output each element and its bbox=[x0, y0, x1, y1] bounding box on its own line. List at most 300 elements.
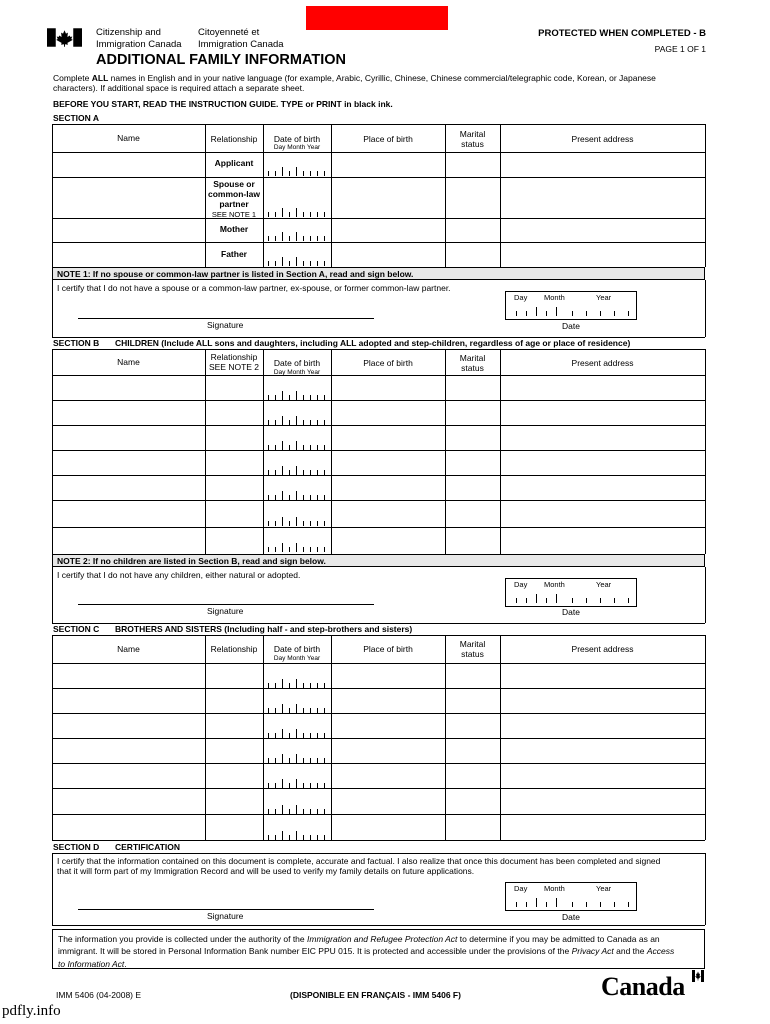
date-tick bbox=[572, 598, 573, 603]
dob-field-child-4[interactable] bbox=[268, 465, 326, 475]
dob-tick bbox=[296, 517, 297, 526]
dob-tick bbox=[282, 208, 283, 217]
dob-tick bbox=[282, 441, 283, 450]
date-day-label: Day bbox=[514, 580, 528, 589]
dob-tick bbox=[275, 261, 276, 266]
dob-tick bbox=[310, 809, 311, 814]
dob-tick bbox=[282, 416, 283, 425]
privacy-p1: The information you provide is collected under the authority of the bbox=[58, 934, 308, 944]
dob-tick bbox=[296, 704, 297, 713]
form-number: IMM 5406 (04-2008) E bbox=[56, 990, 142, 1000]
col-relationship-c: Relationship bbox=[210, 644, 258, 654]
dob-tick bbox=[289, 809, 290, 814]
dob-tick bbox=[296, 416, 297, 425]
dob-tick bbox=[310, 547, 311, 552]
dob-tick bbox=[275, 547, 276, 552]
dob-tick bbox=[310, 171, 311, 176]
dob-tick bbox=[268, 445, 269, 450]
dob-tick bbox=[303, 470, 304, 475]
dob-field-sibling-6[interactable] bbox=[268, 804, 326, 814]
col-address-c: Present address bbox=[571, 644, 634, 654]
dob-tick bbox=[317, 783, 318, 788]
col-marital-b-line1: Marital bbox=[459, 353, 486, 363]
dob-tick bbox=[289, 783, 290, 788]
col-dob-sub-c: Day Month Year bbox=[273, 655, 321, 662]
section-b-label: SECTION B bbox=[53, 338, 100, 348]
row-applicant: Applicant bbox=[214, 158, 254, 168]
intro-line1-post: names in English and in your native language (for example, Arabic, Cyrillic, Chinese, Chinese commercial/telegraphic code, Korean, or Japanese bbox=[108, 73, 656, 83]
dob-tick bbox=[282, 232, 283, 241]
col-dob-a: Date of birth bbox=[273, 134, 321, 144]
date-box-certification[interactable] bbox=[505, 882, 637, 911]
dob-tick bbox=[282, 679, 283, 688]
dob-tick bbox=[289, 420, 290, 425]
dob-tick bbox=[268, 835, 269, 840]
privacy-p2-act2: Access bbox=[646, 946, 675, 957]
date-tick bbox=[526, 598, 527, 603]
dob-tick bbox=[282, 729, 283, 738]
dob-tick bbox=[324, 758, 325, 763]
col-marital-a bbox=[445, 129, 500, 149]
dob-tick bbox=[296, 466, 297, 475]
date-box-note2[interactable] bbox=[505, 578, 637, 607]
dob-tick bbox=[303, 445, 304, 450]
dob-tick bbox=[296, 441, 297, 450]
dob-field-sibling-5[interactable] bbox=[268, 778, 326, 788]
dob-tick bbox=[268, 683, 269, 688]
signature-label: Signature bbox=[207, 606, 244, 616]
dob-tick bbox=[289, 171, 290, 176]
date-tick bbox=[556, 898, 557, 907]
signature-label: Signature bbox=[207, 320, 244, 330]
dob-tick bbox=[303, 261, 304, 266]
date-tick bbox=[516, 598, 517, 603]
dob-tick bbox=[310, 445, 311, 450]
dob-tick bbox=[296, 805, 297, 814]
dob-tick bbox=[317, 171, 318, 176]
dob-tick bbox=[268, 420, 269, 425]
dob-tick bbox=[268, 758, 269, 763]
dob-tick bbox=[275, 171, 276, 176]
col-dob-c: Date of birth bbox=[273, 644, 321, 654]
dob-tick bbox=[324, 495, 325, 500]
dob-tick bbox=[275, 783, 276, 788]
col-dob-b: Date of birth bbox=[273, 358, 321, 368]
dob-tick bbox=[268, 261, 269, 266]
section-c-label: SECTION C bbox=[53, 624, 100, 634]
dob-tick bbox=[289, 236, 290, 241]
dob-tick bbox=[296, 167, 297, 176]
dob-tick bbox=[268, 733, 269, 738]
row-mother: Mother bbox=[219, 224, 249, 234]
dob-tick bbox=[289, 733, 290, 738]
col-marital-a-line1: Marital bbox=[459, 129, 486, 139]
date-label: Date bbox=[562, 607, 580, 617]
col-marital-c bbox=[445, 639, 500, 659]
dob-tick bbox=[324, 733, 325, 738]
dob-field-sibling-7[interactable] bbox=[268, 830, 326, 840]
signature-line-note2[interactable] bbox=[78, 604, 374, 605]
dob-tick bbox=[317, 212, 318, 217]
dob-tick bbox=[310, 683, 311, 688]
dob-tick bbox=[289, 758, 290, 763]
date-tick bbox=[614, 311, 615, 316]
red-header-bar bbox=[306, 6, 448, 30]
dob-tick bbox=[296, 232, 297, 241]
note-2-text: NOTE 2: If no children are listed in Section B, read and sign below. bbox=[57, 556, 326, 566]
dob-tick bbox=[324, 212, 325, 217]
col-pob-c: Place of birth bbox=[363, 644, 413, 654]
intro-line1-bold: ALL bbox=[91, 73, 109, 83]
privacy-p3-act: to Information Act bbox=[58, 958, 125, 969]
dob-tick bbox=[282, 754, 283, 763]
dob-tick bbox=[303, 521, 304, 526]
dob-tick bbox=[289, 470, 290, 475]
instruction-line: BEFORE YOU START, READ THE INSTRUCTION GUIDE. TYPE or PRINT in black ink. bbox=[53, 99, 393, 109]
date-day-label: Day bbox=[514, 293, 528, 302]
dob-tick bbox=[275, 835, 276, 840]
col-name-a: Name bbox=[117, 133, 140, 143]
date-tick bbox=[556, 594, 557, 603]
dob-tick bbox=[324, 521, 325, 526]
department-en-line1: Citizenship and bbox=[96, 27, 161, 38]
dob-tick bbox=[275, 395, 276, 400]
dob-tick bbox=[275, 212, 276, 217]
date-tick bbox=[628, 902, 629, 907]
dob-tick bbox=[324, 783, 325, 788]
dob-tick bbox=[296, 208, 297, 217]
dob-tick bbox=[289, 547, 290, 552]
dob-tick bbox=[296, 754, 297, 763]
dob-field-child-3[interactable] bbox=[268, 440, 326, 450]
dob-tick bbox=[317, 835, 318, 840]
dob-tick bbox=[268, 236, 269, 241]
dob-tick bbox=[282, 391, 283, 400]
dob-tick bbox=[296, 543, 297, 552]
date-tick bbox=[526, 311, 527, 316]
dob-tick bbox=[303, 395, 304, 400]
dob-tick bbox=[303, 809, 304, 814]
date-year-label: Year bbox=[596, 580, 612, 589]
col-relationship-b bbox=[205, 352, 263, 372]
col-marital-c-line1: Marital bbox=[459, 639, 486, 649]
col-pob-a: Place of birth bbox=[363, 134, 413, 144]
col-marital-c-line2: status bbox=[461, 649, 484, 660]
dob-tick bbox=[282, 704, 283, 713]
dob-tick bbox=[275, 236, 276, 241]
dob-field-spouse[interactable] bbox=[268, 207, 326, 217]
dob-tick bbox=[275, 708, 276, 713]
dob-tick bbox=[324, 835, 325, 840]
dob-tick bbox=[324, 809, 325, 814]
dob-tick bbox=[275, 733, 276, 738]
dob-tick bbox=[310, 521, 311, 526]
dob-tick bbox=[275, 809, 276, 814]
dob-tick bbox=[296, 679, 297, 688]
dob-tick bbox=[268, 521, 269, 526]
dob-tick bbox=[310, 261, 311, 266]
date-tick bbox=[614, 598, 615, 603]
dob-tick bbox=[268, 783, 269, 788]
dob-tick bbox=[282, 517, 283, 526]
col-marital-b bbox=[445, 353, 500, 373]
dob-tick bbox=[303, 495, 304, 500]
dob-tick bbox=[268, 809, 269, 814]
dob-tick bbox=[289, 261, 290, 266]
dob-tick bbox=[324, 261, 325, 266]
signature-line-certification[interactable] bbox=[78, 909, 374, 910]
dob-tick bbox=[303, 420, 304, 425]
dob-tick bbox=[324, 708, 325, 713]
dob-tick bbox=[289, 212, 290, 217]
dob-tick bbox=[296, 779, 297, 788]
date-tick bbox=[536, 307, 537, 316]
canada-flag-icon bbox=[47, 28, 82, 47]
dob-field-sibling-4[interactable] bbox=[268, 753, 326, 763]
date-ticks bbox=[516, 593, 628, 603]
watermark-text: pdfly.info bbox=[2, 1003, 61, 1019]
dob-tick bbox=[310, 758, 311, 763]
dob-tick bbox=[310, 236, 311, 241]
dob-tick bbox=[324, 236, 325, 241]
dob-tick bbox=[268, 547, 269, 552]
dob-tick bbox=[317, 733, 318, 738]
dob-tick bbox=[289, 495, 290, 500]
department-fr-line1: Citoyenneté et bbox=[198, 27, 260, 38]
dob-tick bbox=[289, 521, 290, 526]
col-pob-b: Place of birth bbox=[363, 358, 413, 368]
date-month-label: Month bbox=[544, 293, 565, 302]
signature-label: Signature bbox=[207, 911, 244, 921]
dob-tick bbox=[324, 420, 325, 425]
dob-tick bbox=[317, 683, 318, 688]
date-tick bbox=[600, 902, 601, 907]
dob-tick bbox=[275, 521, 276, 526]
col-address-b: Present address bbox=[571, 358, 634, 368]
date-tick bbox=[586, 598, 587, 603]
date-tick bbox=[572, 902, 573, 907]
dob-tick bbox=[310, 708, 311, 713]
date-tick bbox=[614, 902, 615, 907]
date-tick bbox=[536, 594, 537, 603]
dob-tick bbox=[275, 758, 276, 763]
dob-tick bbox=[303, 783, 304, 788]
dob-tick bbox=[310, 212, 311, 217]
date-tick bbox=[556, 307, 557, 316]
dob-field-father[interactable] bbox=[268, 256, 326, 266]
dob-tick bbox=[310, 470, 311, 475]
dob-tick bbox=[324, 395, 325, 400]
dob-tick bbox=[275, 683, 276, 688]
col-marital-b-line2: status bbox=[461, 363, 484, 374]
dob-tick bbox=[282, 491, 283, 500]
privacy-p3-post: . bbox=[124, 958, 127, 969]
date-tick bbox=[546, 598, 547, 603]
dob-tick bbox=[296, 491, 297, 500]
dob-tick bbox=[317, 445, 318, 450]
dob-tick bbox=[289, 835, 290, 840]
dob-tick bbox=[282, 805, 283, 814]
french-availability: (DISPONIBLE EN FRANÇAIS - IMM 5406 F) bbox=[290, 990, 461, 1000]
department-en-line2: Immigration Canada bbox=[96, 38, 182, 50]
section-d-title: CERTIFICATION bbox=[115, 842, 181, 852]
certify-no-children: I certify that I do not have any children, either natural or adopted. bbox=[57, 570, 301, 580]
col-address-a: Present address bbox=[571, 134, 634, 144]
dob-tick bbox=[282, 831, 283, 840]
dob-tick bbox=[289, 395, 290, 400]
dob-tick bbox=[303, 708, 304, 713]
dob-tick bbox=[275, 495, 276, 500]
dob-field-sibling-3[interactable] bbox=[268, 728, 326, 738]
dob-tick bbox=[317, 420, 318, 425]
row-father: Father bbox=[221, 249, 247, 259]
dob-tick bbox=[268, 212, 269, 217]
dob-tick bbox=[317, 708, 318, 713]
date-tick bbox=[536, 898, 537, 907]
date-tick bbox=[572, 311, 573, 316]
canada-wordmark: Canada bbox=[601, 972, 685, 1001]
page-number: PAGE 1 OF 1 bbox=[654, 44, 706, 54]
date-tick bbox=[546, 902, 547, 907]
date-tick bbox=[586, 902, 587, 907]
privacy-p1-act: Immigration and Refugee Protection Act bbox=[307, 934, 458, 944]
dob-field-sibling-1[interactable] bbox=[268, 678, 326, 688]
certification-line1: I certify that the information contained on this document is complete, accurate and factual. I also realize that once this document has been completed and signed bbox=[57, 856, 661, 866]
dob-tick bbox=[324, 683, 325, 688]
date-tick bbox=[546, 311, 547, 316]
row-spouse-line3: partner bbox=[219, 199, 249, 210]
date-tick bbox=[628, 598, 629, 603]
date-ticks bbox=[516, 306, 628, 316]
dob-tick bbox=[310, 783, 311, 788]
date-day-label: Day bbox=[514, 884, 528, 893]
col-relationship-a: Relationship bbox=[210, 134, 258, 144]
date-tick bbox=[516, 902, 517, 907]
wordmark-flag-icon bbox=[692, 970, 704, 982]
dob-tick bbox=[296, 729, 297, 738]
dob-field-applicant[interactable] bbox=[268, 166, 326, 176]
intro-line1-pre: Complete bbox=[53, 73, 92, 83]
dob-tick bbox=[289, 445, 290, 450]
dob-tick bbox=[303, 236, 304, 241]
certification-line2: that it will form part of my Immigration Record and will be used to verify my family details on future applications. bbox=[57, 866, 475, 877]
dob-tick bbox=[268, 470, 269, 475]
dob-tick bbox=[275, 420, 276, 425]
dob-tick bbox=[282, 543, 283, 552]
col-relationship-b-line1: Relationship bbox=[210, 352, 258, 362]
date-tick bbox=[586, 311, 587, 316]
col-relationship-b-line2: SEE NOTE 2 bbox=[208, 362, 260, 373]
dob-field-child-1[interactable] bbox=[268, 390, 326, 400]
dob-tick bbox=[317, 395, 318, 400]
date-label: Date bbox=[562, 912, 580, 922]
certification-text bbox=[57, 856, 702, 876]
section-b-title: CHILDREN (Include ALL sons and daughters, including ALL adopted and step-children, regardless of age or place of residence) bbox=[115, 338, 631, 348]
dob-tick bbox=[317, 521, 318, 526]
dob-field-child-2[interactable] bbox=[268, 415, 326, 425]
date-tick bbox=[526, 902, 527, 907]
dob-tick bbox=[296, 391, 297, 400]
dob-tick bbox=[289, 708, 290, 713]
department-en bbox=[96, 27, 182, 51]
dob-tick bbox=[303, 758, 304, 763]
section-d-label: SECTION D bbox=[53, 842, 100, 852]
col-dob-sub-a: Day Month Year bbox=[273, 144, 321, 151]
dob-tick bbox=[296, 257, 297, 266]
row-spouse-line1: Spouse or bbox=[213, 179, 255, 189]
dob-field-child-5[interactable] bbox=[268, 490, 326, 500]
date-label: Date bbox=[562, 321, 580, 331]
dob-tick bbox=[275, 445, 276, 450]
dob-tick bbox=[310, 395, 311, 400]
section-c-title: BROTHERS AND SISTERS (Including half - and step-brothers and sisters) bbox=[115, 624, 413, 634]
dob-tick bbox=[303, 171, 304, 176]
dob-tick bbox=[303, 547, 304, 552]
section-a-label: SECTION A bbox=[53, 113, 99, 123]
note-2-bar bbox=[52, 554, 705, 567]
col-marital-a-line2: status bbox=[461, 139, 484, 150]
protected-label: PROTECTED WHEN COMPLETED - B bbox=[538, 28, 706, 39]
privacy-p2-mid: and the bbox=[613, 946, 647, 957]
date-tick bbox=[600, 311, 601, 316]
dob-tick bbox=[310, 835, 311, 840]
dob-tick bbox=[303, 212, 304, 217]
dob-tick bbox=[275, 470, 276, 475]
col-dob-sub-b: Day Month Year bbox=[273, 369, 321, 376]
note-1-bar bbox=[52, 267, 705, 280]
date-tick bbox=[628, 311, 629, 316]
dob-tick bbox=[324, 445, 325, 450]
privacy-notice bbox=[52, 929, 705, 969]
dob-tick bbox=[310, 420, 311, 425]
date-year-label: Year bbox=[596, 293, 612, 302]
dob-tick bbox=[317, 809, 318, 814]
dob-tick bbox=[282, 779, 283, 788]
signature-line-note1[interactable] bbox=[78, 318, 374, 319]
dob-tick bbox=[303, 683, 304, 688]
dob-tick bbox=[268, 495, 269, 500]
dob-tick bbox=[324, 470, 325, 475]
dob-field-child-7[interactable] bbox=[268, 542, 326, 552]
department-fr bbox=[198, 27, 284, 51]
dob-tick bbox=[303, 835, 304, 840]
dob-tick bbox=[317, 261, 318, 266]
dob-tick bbox=[317, 758, 318, 763]
dob-tick bbox=[317, 470, 318, 475]
dob-tick bbox=[268, 395, 269, 400]
dob-field-sibling-2[interactable] bbox=[268, 703, 326, 713]
note-1-text: NOTE 1: If no spouse or common-law partner is listed in Section A, read and sign below. bbox=[57, 269, 414, 279]
dob-tick bbox=[310, 495, 311, 500]
dob-field-child-6[interactable] bbox=[268, 516, 326, 526]
dob-field-mother[interactable] bbox=[268, 231, 326, 241]
dob-tick bbox=[268, 708, 269, 713]
certify-no-spouse: I certify that I do not have a spouse or a common-law partner, ex-spouse, or former common-law partner. bbox=[57, 283, 451, 293]
date-box-note1[interactable] bbox=[505, 291, 637, 320]
dob-tick bbox=[317, 236, 318, 241]
date-tick bbox=[516, 311, 517, 316]
date-month-label: Month bbox=[544, 580, 565, 589]
dob-tick bbox=[317, 547, 318, 552]
col-name-b: Name bbox=[117, 357, 140, 367]
dob-tick bbox=[317, 495, 318, 500]
dob-tick bbox=[282, 167, 283, 176]
department-fr-line2: Immigration Canada bbox=[198, 38, 284, 50]
page-title: ADDITIONAL FAMILY INFORMATION bbox=[96, 52, 346, 68]
dob-tick bbox=[289, 683, 290, 688]
privacy-p2: immigrant. It will be stored in Personal Information Bank number EIC PPU 015. It is protected and accessible under the provisions of the bbox=[58, 946, 572, 957]
row-spouse-line2: common-law bbox=[208, 189, 260, 200]
